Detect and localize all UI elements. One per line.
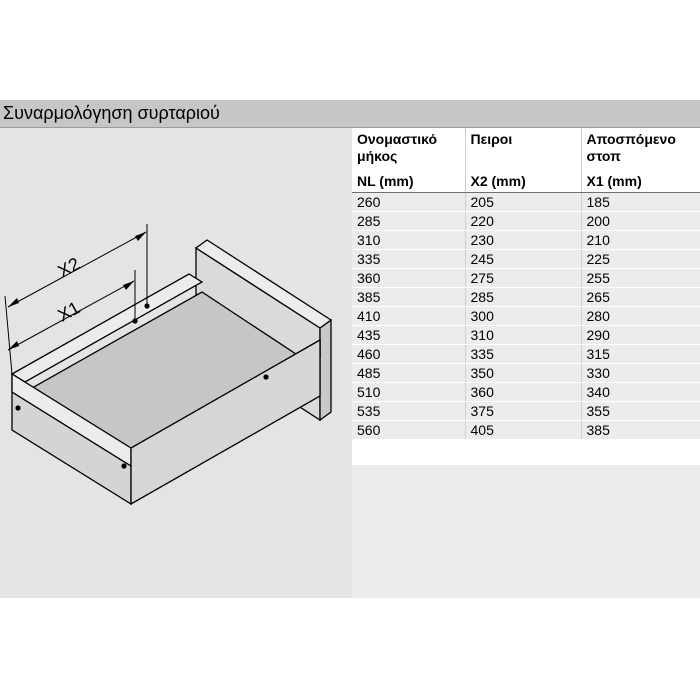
column-unit-nl: NL (mm) <box>352 171 465 193</box>
drawer-size-table <box>352 128 700 440</box>
table-row <box>352 231 700 250</box>
cell-x1: 185 <box>581 193 700 212</box>
table-row <box>352 383 700 402</box>
cell-x2: 335 <box>465 345 581 364</box>
cell-x2: 300 <box>465 307 581 326</box>
hole-icon <box>15 405 20 410</box>
hole-icon <box>121 463 126 468</box>
table-row <box>352 345 700 364</box>
cell-x1: 385 <box>581 421 700 440</box>
cell-nl: 535 <box>352 402 465 421</box>
cell-x2: 220 <box>465 212 581 231</box>
cell-x1: 265 <box>581 288 700 307</box>
table-row <box>352 212 700 231</box>
x1-label: X1 <box>54 297 84 326</box>
cell-x1: 210 <box>581 231 700 250</box>
column-header-detachable-stop: Αποσπόμενο στοπ <box>581 128 700 171</box>
table-row <box>352 307 700 326</box>
column-header-nominal-length: Ονομαστικό μήκος <box>352 128 465 171</box>
cell-nl: 460 <box>352 345 465 364</box>
cell-x1: 280 <box>581 307 700 326</box>
cell-nl: 335 <box>352 250 465 269</box>
table-row <box>352 288 700 307</box>
table-header-row <box>352 128 700 171</box>
column-unit-x2: X2 (mm) <box>465 171 581 193</box>
cell-x2: 375 <box>465 402 581 421</box>
cell-nl: 385 <box>352 288 465 307</box>
page-title: Συναρμολόγηση συρταριού <box>3 103 220 123</box>
diagram-panel <box>0 128 352 598</box>
table-row <box>352 421 700 440</box>
cell-x1: 330 <box>581 364 700 383</box>
table-row <box>352 250 700 269</box>
column-header-dowels: Πειροι <box>465 128 581 171</box>
cell-nl: 410 <box>352 307 465 326</box>
table-row <box>352 364 700 383</box>
cell-nl: 485 <box>352 364 465 383</box>
cell-x1: 355 <box>581 402 700 421</box>
back-panel-edge <box>320 320 331 420</box>
cell-x2: 205 <box>465 193 581 212</box>
cell-nl: 310 <box>352 231 465 250</box>
arrow-icon <box>135 232 146 241</box>
cell-x1: 290 <box>581 326 700 345</box>
drawer-diagram <box>0 128 352 598</box>
arrow-icon <box>8 298 19 307</box>
cell-x1: 315 <box>581 345 700 364</box>
table-unit-row <box>352 171 700 193</box>
title-bar <box>0 100 700 128</box>
cell-x2: 360 <box>465 383 581 402</box>
cell-x2: 275 <box>465 269 581 288</box>
cell-x1: 225 <box>581 250 700 269</box>
cell-nl: 260 <box>352 193 465 212</box>
cell-x1: 255 <box>581 269 700 288</box>
column-unit-x1: X1 (mm) <box>581 171 700 193</box>
cell-x1: 340 <box>581 383 700 402</box>
cell-x2: 350 <box>465 364 581 383</box>
table-row <box>352 269 700 288</box>
cell-nl: 285 <box>352 212 465 231</box>
cell-x2: 230 <box>465 231 581 250</box>
x1-extension-left <box>5 296 12 374</box>
table-row <box>352 402 700 421</box>
cell-x2: 405 <box>465 421 581 440</box>
x2-label: X2 <box>54 253 84 282</box>
cell-nl: 560 <box>352 421 465 440</box>
table-row <box>352 193 700 212</box>
table-footer-fill <box>352 465 700 598</box>
cell-x2: 285 <box>465 288 581 307</box>
table-panel <box>352 128 700 598</box>
cell-nl: 435 <box>352 326 465 345</box>
cell-nl: 360 <box>352 269 465 288</box>
table-row <box>352 326 700 345</box>
hole-icon <box>263 374 268 379</box>
arrow-icon <box>123 281 134 290</box>
cell-x1: 200 <box>581 212 700 231</box>
cell-x2: 310 <box>465 326 581 345</box>
cell-nl: 510 <box>352 383 465 402</box>
cell-x2: 245 <box>465 250 581 269</box>
